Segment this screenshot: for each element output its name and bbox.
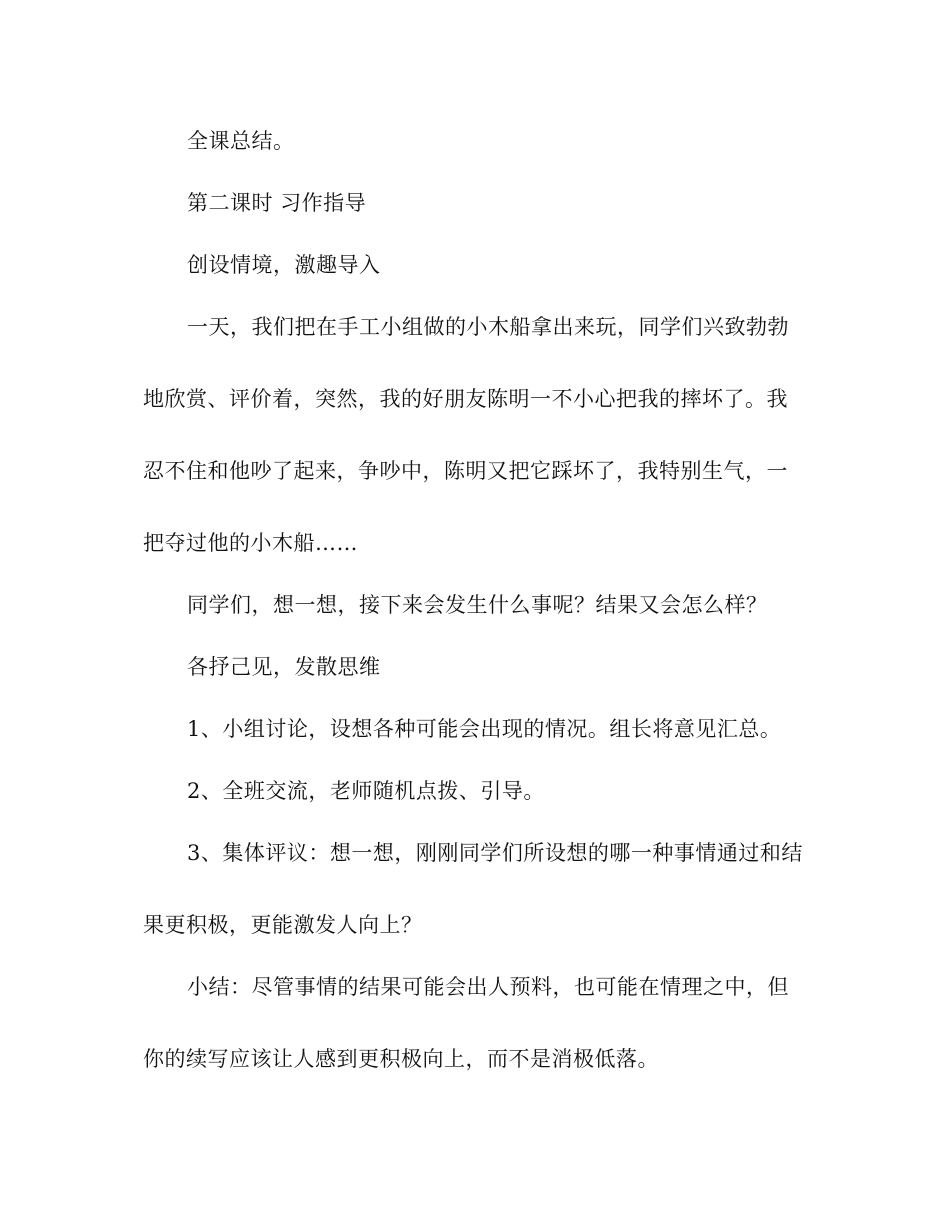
list-item-1: 1、小组讨论，设想各种可能会出现的情况。组长将意见汇总。 xyxy=(187,717,782,741)
paragraph-story-line-1: 一天，我们把在手工小组做的小木船拿出来玩，同学们兴致勃勃 xyxy=(187,315,789,339)
subheading-create-scenario: 创设情境，激趣导入 xyxy=(187,253,381,277)
section-heading-second-lesson: 第二课时 习作指导 xyxy=(187,191,367,215)
list-item-2: 2、全班交流，老师随机点拨、引导。 xyxy=(187,779,545,803)
question-paragraph: 同学们，想一想，接下来会发生什么事呢？结果又会怎么样？ xyxy=(187,593,768,617)
paragraph-story-line-3: 忍不住和他吵了起来，争吵中，陈明又把它踩坏了，我特别生气，一 xyxy=(143,459,788,483)
list-item-3-line-2: 果更积极，更能激发人向上？ xyxy=(143,913,423,937)
text-line-summary: 全课总结。 xyxy=(187,129,295,153)
list-item-3-line-1: 3、集体评议：想一想，刚刚同学们所设想的哪一种事情通过和结 xyxy=(187,841,803,865)
paragraph-story-line-2: 地欣赏、评价着，突然，我的好朋友陈明一不小心把我的摔坏了。我 xyxy=(143,387,788,411)
summary-paragraph-line-1: 小结：尽管事情的结果可能会出人预料，也可能在情理之中，但 xyxy=(187,975,789,999)
subheading-brainstorm: 各抒己见，发散思维 xyxy=(187,655,381,679)
paragraph-story-line-4: 把夺过他的小木船…… xyxy=(143,531,358,555)
summary-paragraph-line-2: 你的续写应该让人感到更积极向上，而不是消极低落。 xyxy=(143,1047,659,1071)
